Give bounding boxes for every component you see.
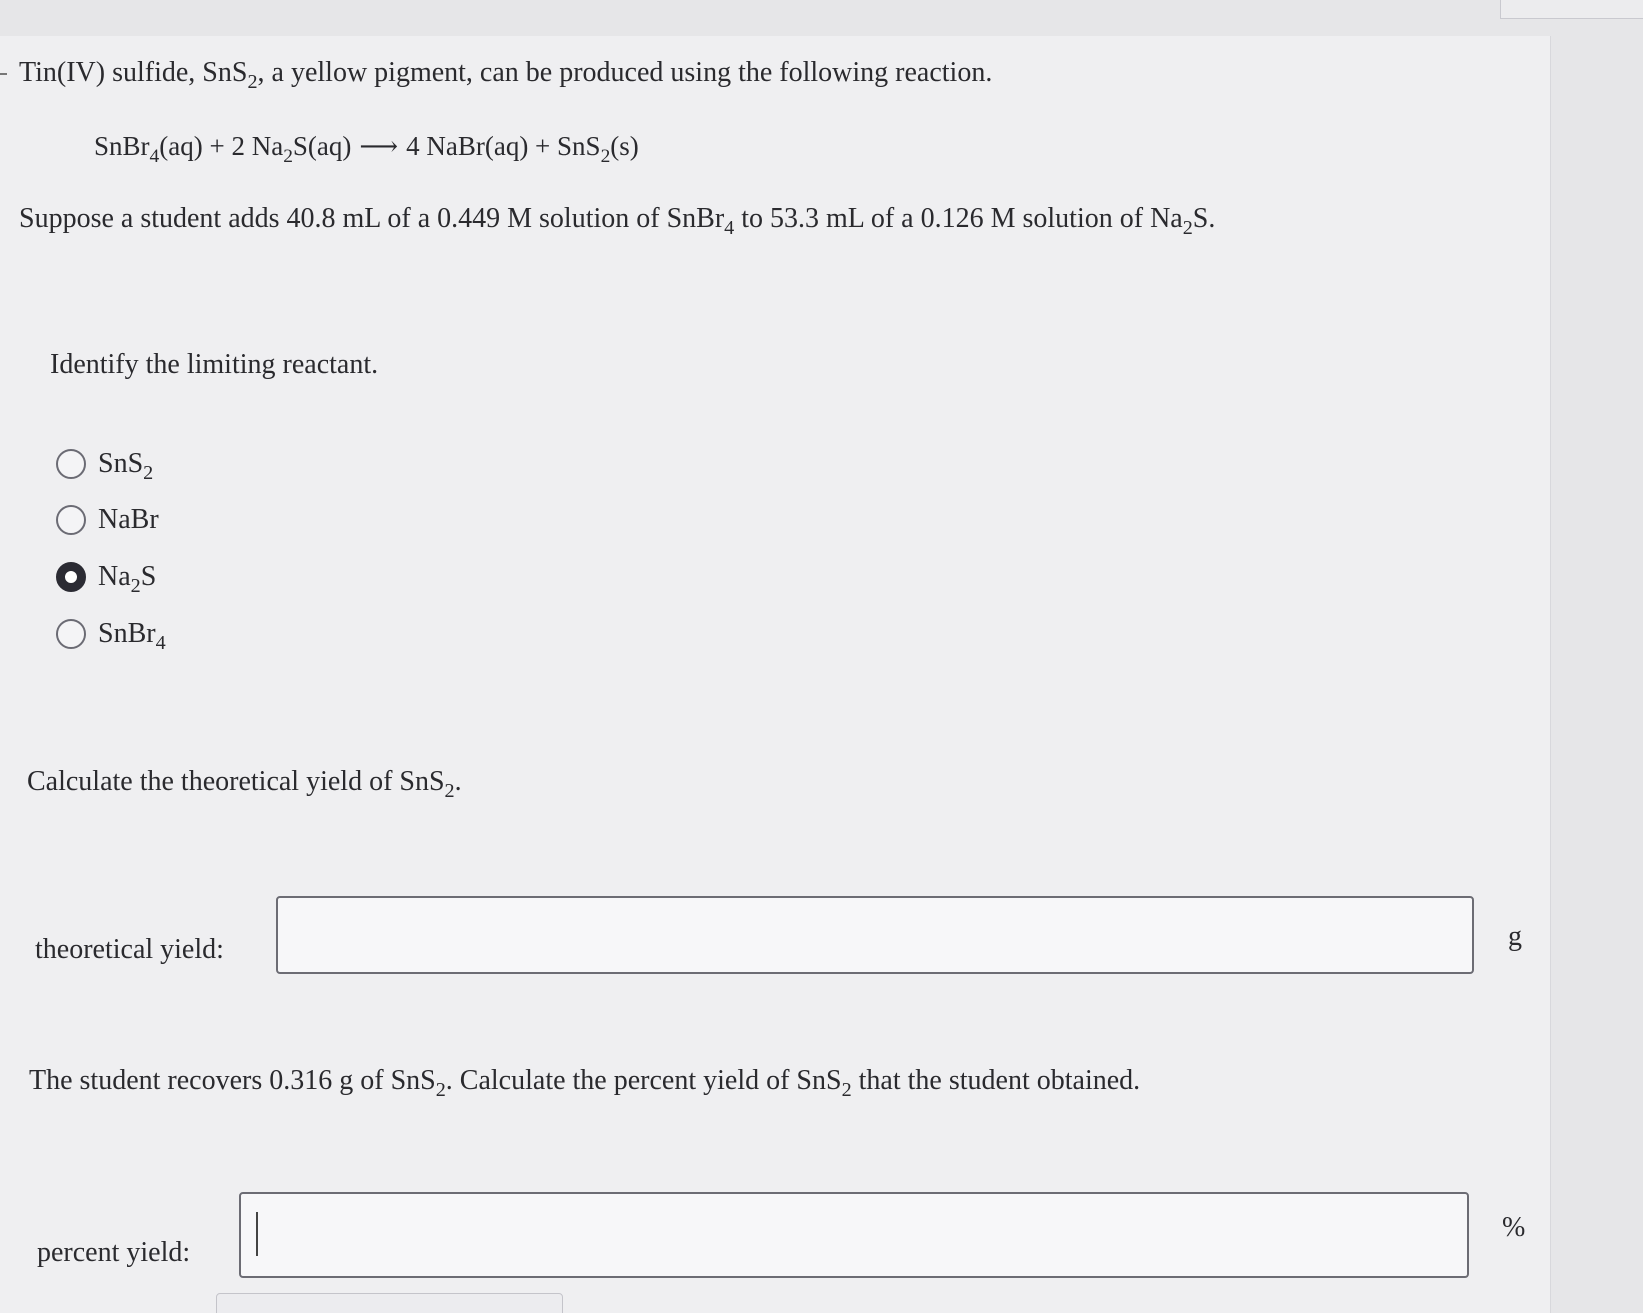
question-intro (19, 56, 993, 94)
radio-sns2[interactable] (56, 449, 86, 479)
option-label: NaBr (98, 504, 159, 535)
intro-subscript: 2 (247, 71, 258, 94)
question-setup (19, 202, 1216, 240)
product-2-subscript: 2 (600, 145, 611, 167)
setup-text-c: S. (1192, 203, 1216, 234)
option-snbr4[interactable] (56, 618, 166, 655)
radio-snbr4[interactable] (56, 619, 86, 649)
reaction-equation (94, 131, 639, 167)
product-2-state: (s) (610, 131, 639, 161)
intro-text-tail: , a yellow pigment, can be produced using the following reaction. (257, 57, 993, 88)
top-right-button-edge[interactable] (1500, 0, 1643, 19)
setup-text-b: to 53.3 mL of a 0.126 M solution of Na (734, 203, 1183, 234)
edge-mark (0, 73, 7, 75)
theoretical-yield-prompt: Calculate the theoretical yield of SnS$_2$. (27, 766, 462, 803)
reactant-1-subscript: 4 (149, 145, 160, 167)
theoretical-yield-input[interactable] (276, 896, 1474, 974)
percent-yield-input[interactable] (239, 1192, 1469, 1278)
percent-yield-label: percent yield: (37, 1237, 191, 1268)
percent-yield-unit: % (1502, 1212, 1526, 1243)
setup-text-a: Suppose a student adds 40.8 mL of a 0.449 M solution of SnBr (19, 203, 725, 234)
setup-subscript-b: 2 (1182, 217, 1193, 240)
reaction-arrow-icon: ⟶ (359, 131, 399, 161)
text-caret (256, 1212, 258, 1256)
percent-yield-prompt: The student recovers 0.316 g of SnS$_2$. Calculate the percent yield of SnS$_2$ that the student obtained. (29, 1065, 1141, 1102)
option-na2s[interactable] (56, 561, 157, 598)
reactant-2-subscript: 2 (283, 145, 293, 167)
limiting-reactant-prompt: Identify the limiting reactant. (50, 349, 379, 380)
radio-na2s-selected[interactable] (56, 562, 86, 592)
option-label: SnBr$_4$ (98, 618, 166, 655)
reactant-2-state: S(aq) (292, 131, 352, 161)
reactant-1: SnBr (94, 131, 150, 161)
theoretical-yield-unit: g (1508, 921, 1522, 952)
option-label: SnS$_2$ (98, 448, 154, 485)
products: 4 NaBr(aq) + SnS (406, 131, 601, 161)
submit-button-edge[interactable] (216, 1293, 563, 1313)
option-nabr[interactable] (56, 504, 159, 536)
theoretical-yield-label: theoretical yield: (35, 934, 224, 965)
reactant-1-state: (aq) + 2 Na (159, 131, 284, 161)
option-sns2[interactable] (56, 448, 154, 485)
setup-subscript-a: 4 (724, 217, 735, 240)
intro-text: Tin(IV) sulfide, SnS (19, 57, 248, 88)
radio-nabr[interactable] (56, 505, 86, 535)
option-label: $Na_2S$ (98, 561, 157, 598)
